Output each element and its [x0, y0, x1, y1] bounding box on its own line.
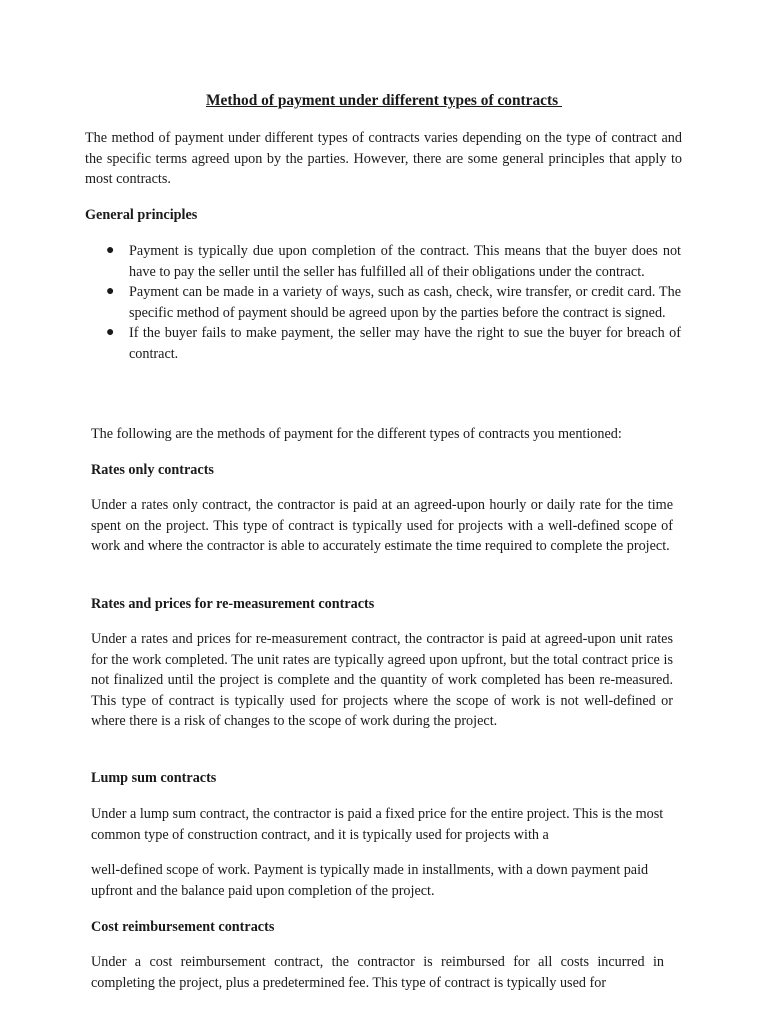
lump-sum-paragraph-1: Under a lump sum contract, the contractor is paid a fixed price for the entire project. This is the most common type of construction contract, and it is typically used for projects with a	[91, 806, 664, 843]
intro-paragraph: The method of payment under different types of contracts varies depending on the type of contract and the specific terms agreed upon by the parties. However, there are some general principles that apply to most contracts.	[85, 130, 682, 188]
rates-only-heading: Rates only contracts	[91, 462, 214, 478]
cost-reimbursement-heading: Cost reimbursement contracts	[91, 919, 275, 935]
remeasure-heading: Rates and prices for re-measurement contracts	[91, 596, 375, 612]
bullet-item	[85, 323, 681, 364]
bullet-item	[85, 282, 681, 323]
bullet-item	[85, 241, 681, 282]
general-principles-list	[85, 241, 681, 365]
bullet-icon: ●	[106, 243, 115, 258]
bullet-icon: ●	[106, 284, 115, 300]
cost-reimbursement-paragraph: Under a cost reimbursement contract, the contractor is reimbursed for all costs incurred in completing the project, plus a predetermined fee. This type of contract is typically used for	[91, 954, 664, 991]
lump-sum-paragraph-2: well-defined scope of work. Payment is typically made in installments, with a down payment paid upfront and the balance paid upon completion of the project.	[91, 862, 649, 899]
lump-sum-heading: Lump sum contracts	[91, 770, 217, 786]
rates-only-paragraph: Under a rates only contract, the contractor is paid at an agreed-upon hourly or daily rate for the time spent on the project. This type of contract is typically used for projects with a well-defined scope of work and where the contractor is able to accurately estimate the time required to complete the project.	[91, 497, 673, 555]
bullet-text: Payment is typically due upon completion of the contract. This means that the buyer does not have to pay the seller until the seller has fulfilled all of their obligations under the contract.	[129, 243, 681, 280]
general-principles-heading: General principles	[85, 207, 198, 223]
bullet-icon: ●	[106, 325, 115, 341]
remeasure-paragraph: Under a rates and prices for re-measurement contract, the contractor is paid at agreed-upon unit rates for the work completed. The unit rates are typically agreed upon upfront, but the total contract price is not finalized until the project is complete and the quantity of work completed has been re-measured. This type of contract is typically used for projects where the scope of work is not well-defined or where there is a risk of changes to the scope of work during the project.	[91, 631, 673, 730]
bullet-text: Payment can be made in a variety of ways, such as cash, check, wire transfer, or credit card. The specific method of payment should be agreed upon by the parties before the contract is signed.	[129, 284, 681, 321]
page-title: Method of payment under different types of contracts	[206, 92, 562, 109]
methods-intro: The following are the methods of payment for the different types of contracts you mentioned:	[91, 426, 622, 442]
bullet-text: If the buyer fails to make payment, the seller may have the right to sue the buyer for breach of contract.	[129, 325, 681, 362]
